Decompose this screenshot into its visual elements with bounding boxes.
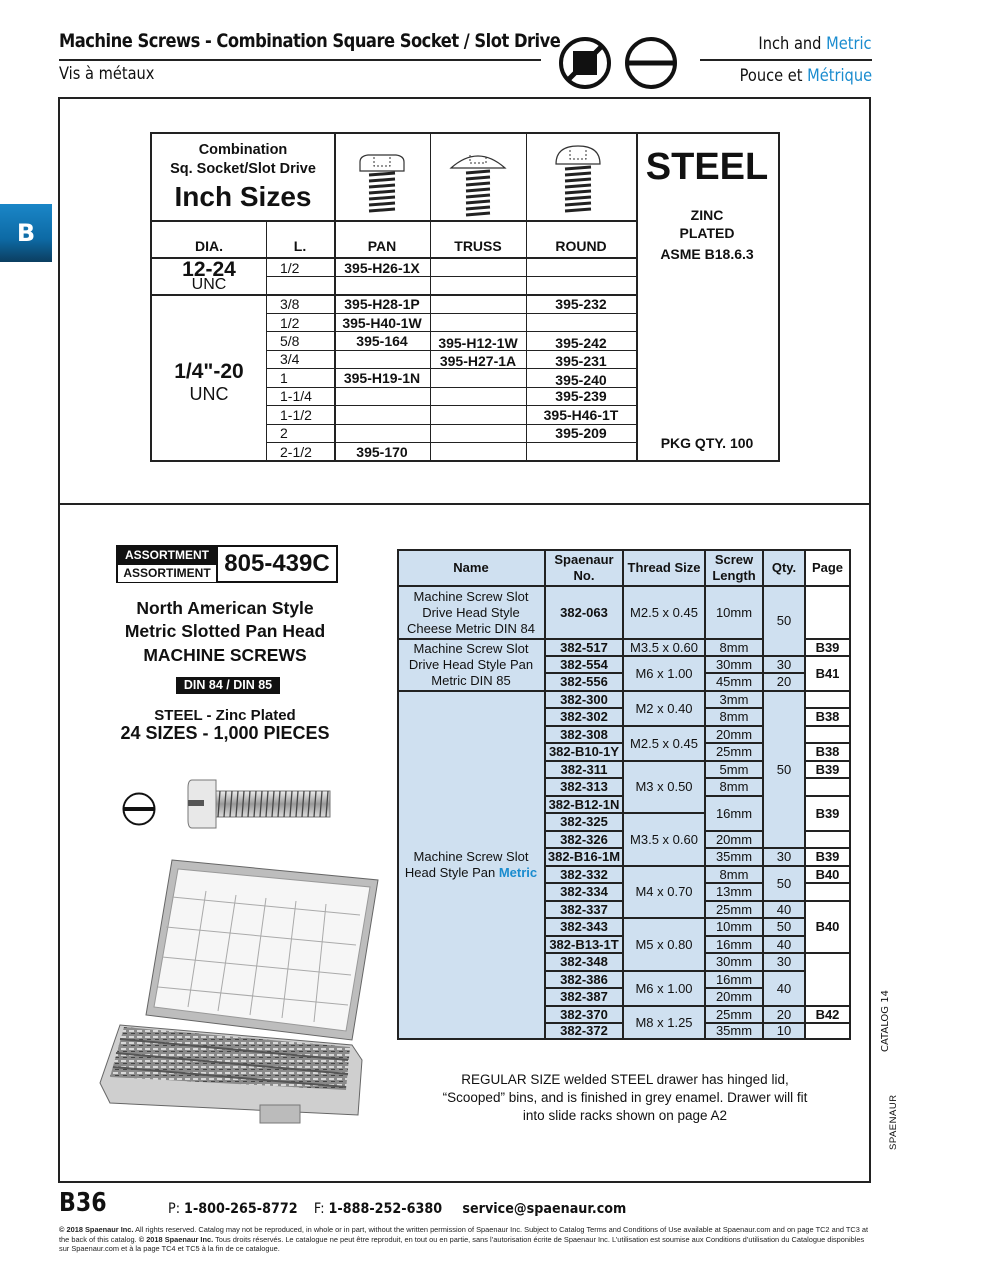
table-title-line1: Combination [198,142,288,158]
section-tab[interactable]: B [0,204,52,262]
assortment-label-fr: ASSORTIMENT [118,564,216,582]
table-title-line3: Inch Sizes [174,181,312,212]
length-cell: 16mm [705,936,763,953]
thread-cell: M2.5 x 0.45 [623,726,705,761]
fax-label: F: [313,1201,329,1217]
part-number-cell[interactable]: 382-517 [545,639,623,656]
col-header-page: Page [805,549,850,586]
part-number-cell[interactable]: 382-302 [545,708,623,726]
name-text [405,865,537,881]
qty-cell: 50 [763,866,805,901]
size-line: 24 SIZES - 1,000 PIECES [120,723,330,743]
name-cell-din85 [397,639,545,691]
length-cell: 13mm [705,883,763,901]
part-number-cell[interactable]: 382-326 [545,831,623,848]
part-number-cell[interactable]: 382-337 [545,901,623,918]
part-number-cell[interactable]: 382-343 [545,918,623,936]
standard-label: ASME B18.6.3 [660,246,754,262]
qty-cell: 40 [763,936,805,953]
slot-drive-icon [624,36,678,90]
part-number-cell[interactable]: 382-B13-1T [545,936,623,953]
col-header-name: Name [397,549,545,586]
catalog-label: CATALOG 14 [880,990,891,1052]
name-text: Machine Screw Slot [413,588,529,604]
header-rule-right [700,59,872,61]
note-line: into slide racks shown on page A2 [522,1108,728,1123]
part-number-cell[interactable]: 382-372 [545,1023,623,1039]
qty-cell: 40 [763,901,805,918]
legal-copyright: © 2018 Spaenaur Inc. [59,1225,134,1234]
thread-cell: M6 x 1.00 [623,656,705,691]
part-number-cell[interactable]: 382-387 [545,988,623,1006]
slotted-pan-head-screw-image [186,774,334,834]
email-link[interactable]: service@spaenaur.com [462,1201,627,1217]
thread-cell: M6 x 1.00 [623,971,705,1006]
page-cell [805,953,850,1006]
col-divider [430,134,431,460]
truss-part-cell[interactable]: 395-H12-1W [438,335,518,351]
section-divider [58,503,871,505]
name-text-prefix: Head Style Pan [404,865,499,880]
thread-cell: M3.5 x 0.60 [623,813,705,866]
pan-part-cell[interactable]: 395-H19-1N [343,370,421,386]
note-line: “Scooped” bins, and is finished in grey enamel. Drawer will fit [442,1090,808,1105]
page-link[interactable]: B42 [805,1006,850,1023]
length-cell: 3mm [705,691,763,708]
length-cell: 3/4 [280,351,300,367]
square-socket-drive-icon [558,36,612,90]
length-cell: 20mm [705,831,763,848]
thread-cell: M8 x 1.25 [623,1006,705,1039]
thread-cell: M3.5 x 0.60 [623,639,705,656]
legal-text-en: All rights reserved. Catalog may not be reproduced, in whole or in part, without the written permission of Spaenaur Inc. Subject to Catalog Terms and Conditions of Use available at Spaenaur.com and on page TC2 and TC3 at the back of this catalog. [59,1225,869,1244]
length-cell: 1-1/4 [280,388,312,404]
part-number-cell[interactable]: 382-348 [545,953,623,971]
length-cell: 20mm [705,726,763,743]
table-title-line2: Sq. Socket/Slot Drive [170,161,316,177]
length-cell: 5mm [705,761,763,778]
pan-part-cell[interactable]: 395-H28-1P [344,296,420,312]
qty-cell: 10 [763,1023,805,1039]
assortment-label-en: ASSORTMENT [118,547,216,564]
length-cell: 10mm [705,586,763,639]
page-link[interactable]: B39 [805,639,850,656]
length-cell: 35mm [705,848,763,866]
page-link[interactable]: B38 [805,743,850,761]
round-part-cell[interactable]: 395-240 [555,372,607,388]
steel-drawer-assortment-image [80,855,380,1130]
row-divider [266,313,636,314]
header-rule [59,59,541,61]
truss-part-cell[interactable]: 395-H27-1A [439,353,517,369]
thread-cell: M3 x 0.50 [623,761,705,813]
length-cell: 8mm [705,708,763,726]
length-cell: 1/2 [280,260,300,276]
name-text: Drive Head Style Pan [408,657,534,672]
material-label: STEEL [645,146,769,188]
note-line: REGULAR SIZE welded STEEL drawer has hinged lid, [461,1072,789,1087]
slot-drive-icon [121,791,157,827]
part-number-cell[interactable]: 382-370 [545,1006,623,1023]
units-fr-text: Pouce et [739,66,808,86]
length-cell: 8mm [705,866,763,883]
col-header-length: L. [293,238,307,254]
name-text: Machine Screw Slot [413,641,529,656]
page-link[interactable]: B40 [805,866,850,883]
part-number-cell[interactable]: 382-B12-1N [545,796,623,813]
finish-line1: ZINC [690,207,724,223]
page-number: B36 [59,1188,107,1218]
length-cell: 35mm [705,1023,763,1039]
page-link[interactable]: B41 [805,656,850,691]
part-number-cell[interactable]: 382-308 [545,726,623,743]
pan-part-cell[interactable]: 395-H26-1X [344,260,420,276]
legal-copyright: © 2018 Spaenaur Inc. [138,1234,214,1244]
row-divider [266,276,636,277]
metric-assortment-table [397,549,852,1039]
qty-cell: 50 [763,691,805,848]
qty-cell: 20 [763,1006,805,1023]
page-link[interactable]: B40 [805,901,850,953]
brand-logo [888,1094,899,1150]
page-cell [805,883,850,901]
phone-label: P: [168,1201,185,1217]
legal-text-fr: Tous droits réservés. Le catalogue ne peut être reproduit, en tout ou en partie, sans l’autorisation écrite de Spaenaur Inc. L’utilisation est soumise aux Conditions d’utilisation du Catalogue disponibles sur Spaenaur.com et à la page TC4 et TC5 à la fin de ce catalogue. [59,1234,865,1253]
inch-sizes-table [150,132,780,462]
part-number-cell[interactable]: 382-556 [545,673,623,691]
length-cell: 1/2 [280,315,300,331]
header-units-en [759,34,872,54]
assortment-badge [116,545,338,583]
length-cell: 25mm [705,1006,763,1023]
part-number-cell[interactable]: 382-325 [545,813,623,831]
assortment-desc-line1: North American Style [136,598,314,618]
page-cell [805,831,850,848]
col-header-dia: DIA. [195,238,223,254]
length-cell: 2 [280,425,288,441]
row-divider [266,405,636,406]
page-title: Machine Screws - Combination Square Socket / Slot Drive [59,30,561,52]
pan-part-cell[interactable]: 395-170 [356,444,408,460]
length-cell: 8mm [705,639,763,656]
round-part-cell[interactable]: 395-232 [555,296,607,312]
part-number-cell[interactable]: 382-B16-1M [545,848,623,866]
length-cell: 25mm [705,901,763,918]
part-number-cell[interactable]: 382-311 [545,761,623,778]
length-cell: 3/8 [280,296,300,312]
part-number-cell[interactable]: 382-332 [545,866,623,883]
finish-line2: PLATED [679,225,735,241]
length-cell: 30mm [705,656,763,673]
page-cell [805,586,850,639]
qty-cell: 50 [763,586,805,656]
thread-unc: UNC [191,276,227,293]
qty-cell: 30 [763,848,805,866]
page-cell [805,726,850,743]
length-cell: 10mm [705,918,763,936]
row-divider [266,331,636,332]
pan-part-cell[interactable]: 395-H40-1W [342,315,422,331]
thread-cell: M4 x 0.70 [623,866,705,918]
round-part-cell[interactable]: 395-H46-1T [543,407,619,423]
legal-notice [59,1225,873,1254]
part-number-cell[interactable]: 382-334 [545,883,623,901]
qty-cell: 40 [763,971,805,1006]
col-header-length: Screw Length [705,549,763,586]
page-link[interactable]: B38 [805,708,850,726]
part-number-cell[interactable]: 382-300 [545,691,623,708]
part-number-cell[interactable]: 382-B10-1Y [545,743,623,761]
col-header-truss: TRUSS [454,238,502,254]
length-cell: 30mm [705,953,763,971]
pkg-qty: PKG QTY. 100 [660,435,754,451]
length-cell: 1 [280,370,288,386]
length-cell: 5/8 [280,333,300,349]
part-number-cell[interactable]: 382-313 [545,778,623,796]
part-number-cell[interactable]: 382-554 [545,656,623,673]
round-part-cell[interactable]: 395-231 [555,353,607,369]
assortment-number[interactable]: 805-439C [224,550,330,577]
page-cell [805,1023,850,1039]
row-divider [152,220,636,222]
dia-12-24: 12-24 [182,258,236,281]
col-header-no: Spaenaur No. [545,549,623,586]
qty-cell: 30 [763,953,805,971]
truss-head-screw-icon [448,146,508,218]
assortment-desc-line3: MACHINE SCREWS [143,645,307,665]
pan-part-cell[interactable]: 395-164 [356,333,408,349]
col-header-pan: PAN [367,238,397,254]
part-number-cell[interactable]: 382-063 [545,586,623,639]
pan-head-screw-icon [352,146,412,214]
header-units-fr [739,66,872,86]
page-link[interactable]: B39 [805,761,850,778]
material-line: STEEL - Zinc Plated [154,707,296,724]
brand-text: SPAENAUR [888,1094,899,1150]
drawer-note [400,1071,850,1125]
length-cell: 45mm [705,673,763,691]
page-subtitle: Vis à métaux [59,64,155,84]
units-en-text: Inch and [758,34,827,54]
name-text: Metric DIN 85 [431,673,511,688]
row-divider [266,442,636,443]
units-fr-accent: Métrique [807,66,872,86]
fax-number: 1-888-252-6380 [328,1201,443,1217]
qty-cell: 50 [763,918,805,936]
col-header-qty: Qty. [763,549,805,586]
round-part-cell[interactable]: 395-239 [555,388,607,404]
length-cell: 1-1/2 [280,407,312,423]
qty-cell: 20 [763,673,805,691]
length-cell: 8mm [705,778,763,796]
col-header-thread: Thread Size [623,549,705,586]
part-number-cell[interactable]: 382-386 [545,971,623,988]
page-link[interactable]: B39 [805,848,850,866]
dia-quarter-20: 1/4"-20 [174,360,244,383]
length-cell: 16mm [705,971,763,988]
page-cell [805,691,850,708]
length-cell: 25mm [705,743,763,761]
qty-cell: 30 [763,656,805,673]
length-cell: 16mm [705,796,763,831]
round-part-cell[interactable]: 395-209 [555,425,607,441]
length-cell: 2-1/2 [280,444,312,460]
name-cell-pan-metric [397,691,545,1039]
phone-number[interactable]: 1-800-265-8772 [184,1201,298,1217]
length-cell: 20mm [705,988,763,1006]
col-header-round: ROUND [555,238,607,254]
name-cell-din84 [397,586,545,639]
assortment-desc-line2: Metric Slotted Pan Head [124,621,326,641]
page-link[interactable]: B39 [805,796,850,831]
thread-cell: M2 x 0.40 [623,691,705,726]
contact-info [168,1201,626,1217]
thread-cell: M2.5 x 0.45 [623,586,705,639]
din-badge: DIN 84 / DIN 85 [176,677,280,694]
name-text: Machine Screw Slot [413,849,529,864]
name-text: Drive Head Style [422,604,520,620]
thread-cell: M5 x 0.80 [623,918,705,971]
round-part-cell[interactable]: 395-242 [555,335,607,351]
name-text: Cheese Metric DIN 84 [407,620,535,636]
units-en-accent: Metric [826,34,872,54]
round-head-screw-icon [548,142,608,218]
page-cell [805,778,850,796]
name-text-accent: Metric [498,865,538,880]
thread-unc: UNC [189,384,229,404]
